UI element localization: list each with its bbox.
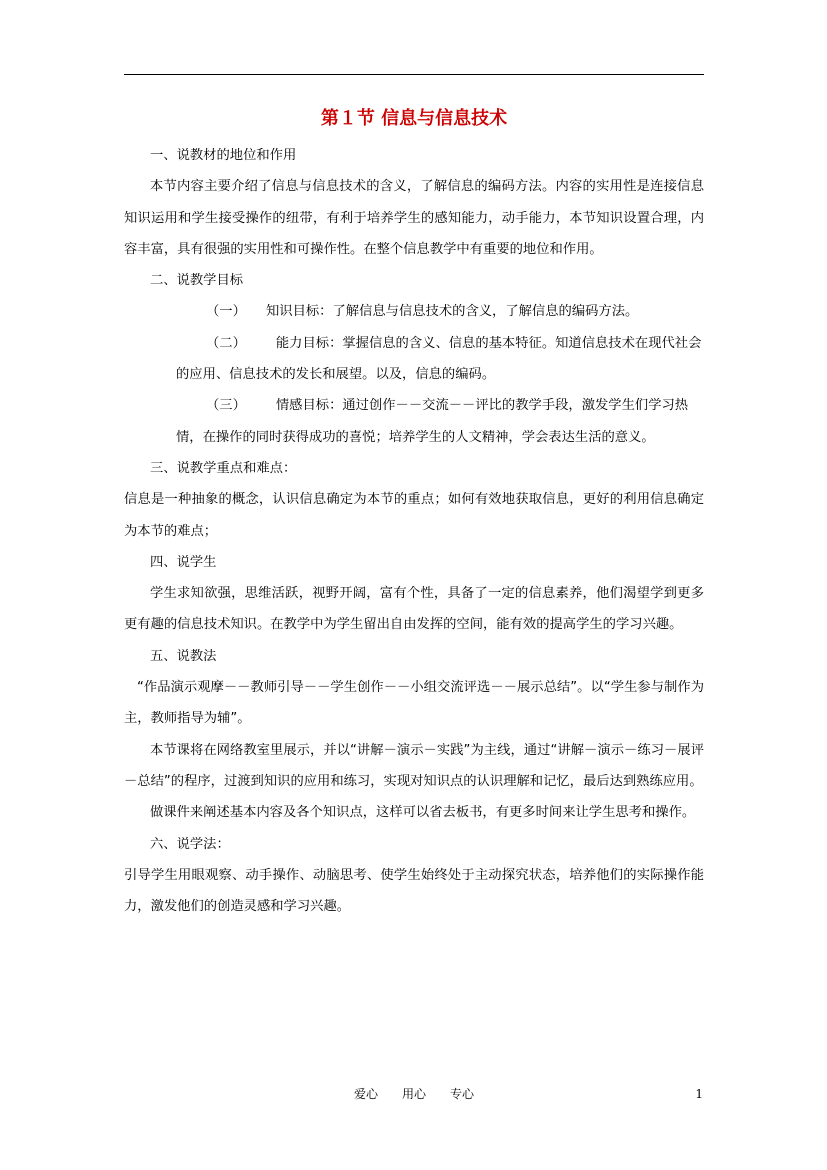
header-rule bbox=[124, 74, 704, 75]
page-number: 1 bbox=[695, 1087, 703, 1101]
goal-item-3 bbox=[124, 390, 704, 453]
document-body bbox=[124, 140, 704, 922]
goal-item-2 bbox=[124, 328, 704, 391]
page-title: 第１节 信息与信息技术 bbox=[320, 108, 508, 129]
goal-number-2: （二） bbox=[206, 335, 246, 351]
goal-text-3: 情感目标：通过创作－－交流－－评比的教学手段，激发学生们学习热情，在操作的同时获得成功的喜悦；培养学生的人文精神，学会表达生活的意义。 bbox=[176, 398, 689, 445]
section-heading-6: 六、说学法： bbox=[150, 836, 230, 852]
goal-number-3: （三） bbox=[206, 398, 246, 414]
section-heading-2: 二、说教学目标 bbox=[150, 273, 244, 289]
section-paragraph-5a: “作品演示观摩－－教师引导－－学生创作－－小组交流评选－－展示总结”。以“学生参与制作为主，教师指导为辅”。 bbox=[124, 680, 704, 727]
goal-text-2: 能力目标：掌握信息的含义、信息的基本特征。知道信息技术在现代社会的应用、信息技术的发长和展望。以及，信息的编码。 bbox=[176, 335, 702, 383]
section-paragraph-6: 引导学生用眼观察、动手操作、动脑思考、使学生始终处于主动探究状态，培养他们的实际操作能力，激发他们的创造灵感和学习兴趣。 bbox=[124, 867, 704, 915]
section-heading-3: 三、说教学重点和难点： bbox=[150, 460, 297, 476]
section-heading-5: 五、说教法 bbox=[150, 648, 217, 664]
section-paragraph-1: 本节内容主要介绍了信息与信息技术的含义，了解信息的编码方法。内容的实用性是连接信息知识运用和学生接受操作的纽带，有利于培养学生的感知能力，动手能力，本节知识设置合理，内容丰富，具有很强的实用性和可操作性。在整个信息教学中有重要的地位和作用。 bbox=[124, 179, 704, 257]
goal-number-1: （一） bbox=[206, 304, 246, 320]
section-paragraph-3: 信息是一种抽象的概念，认识信息确定为本节的重点；如何有效地获取信息，更好的利用信息确定为本节的难点； bbox=[124, 492, 704, 539]
section-paragraph-5b: 本节课将在网络教室里展示，并以“讲解－演示－实践”为主线，通过“讲解－演示－练习－展评－总结”的程序，过渡到知识的应用和练习，实现对知识点的认识理解和记忆，最后达到熟练应用。 bbox=[124, 742, 704, 789]
section-heading-1: 一、说教材的地位和作用 bbox=[150, 148, 297, 163]
section-heading-4: 四、说学生 bbox=[150, 554, 217, 570]
goal-item-1 bbox=[124, 296, 704, 327]
goal-text-1: 知识目标：了解信息与信息技术的含义，了解信息的编码方法。 bbox=[266, 304, 639, 320]
section-paragraph-4: 学生求知欲强，思维活跃，视野开阔，富有个性，具备了一定的信息素养，他们渴望学到更多更有趣的信息技术知识。在教学中为学生留出自由发挥的空间，能有效的提高学生的学习兴趣。 bbox=[124, 586, 704, 633]
footer-motto: 爱心 用心 专心 bbox=[353, 1087, 474, 1101]
section-paragraph-5c: 做课件来阐述基本内容及各个知识点，这样可以省去板书，有更多时间来让学生思考和操作。 bbox=[150, 805, 696, 821]
